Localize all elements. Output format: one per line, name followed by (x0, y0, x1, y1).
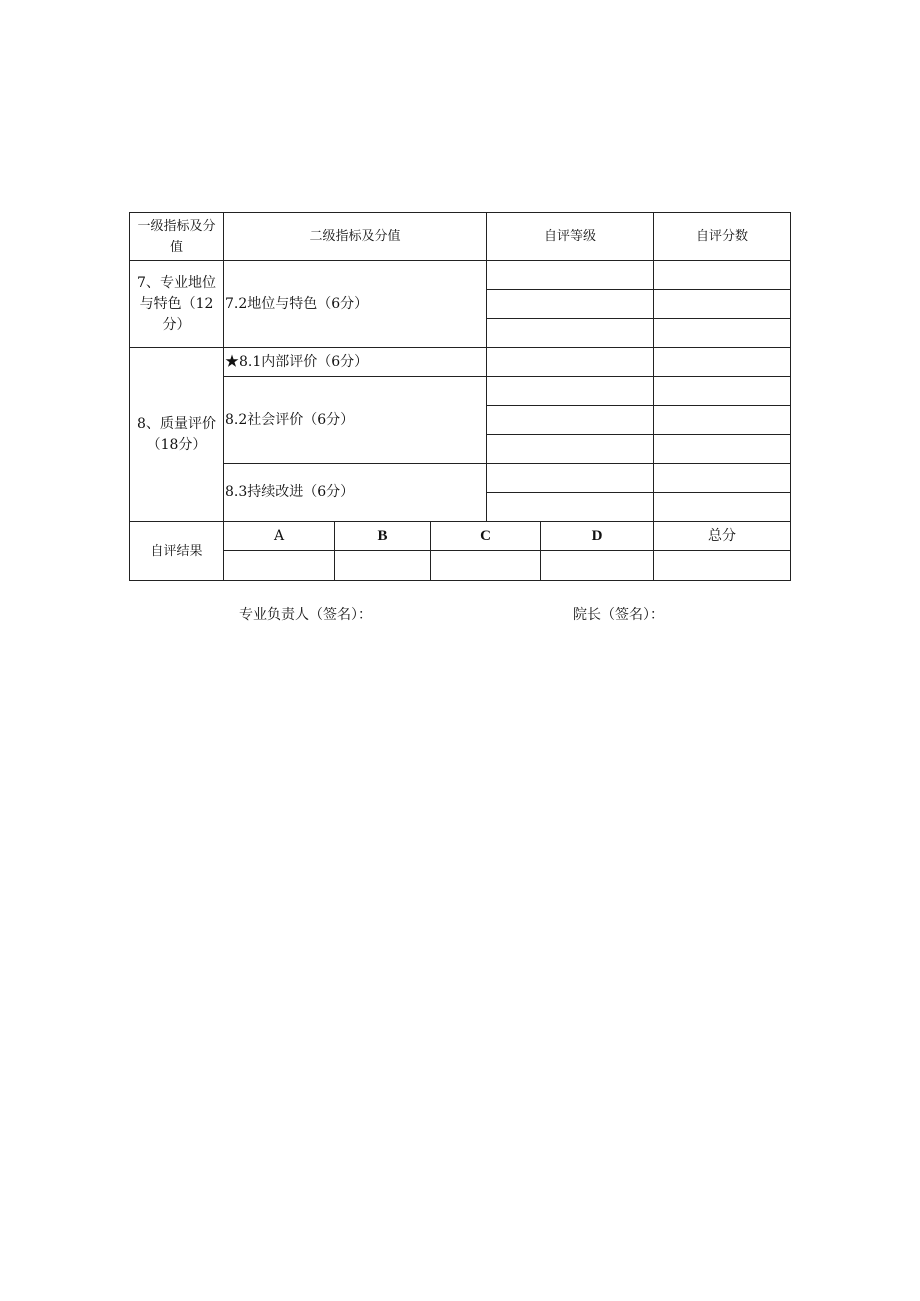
grade-input-cell[interactable] (487, 377, 654, 406)
result-input-row (130, 551, 791, 581)
evaluation-sheet (129, 212, 791, 581)
grade-input-cell[interactable] (487, 435, 654, 464)
result-input-c[interactable] (431, 551, 541, 581)
result-header-row (130, 522, 791, 551)
header-level1: 一级指标及分值 (130, 213, 224, 261)
grade-input-cell[interactable] (487, 348, 654, 377)
score-input-cell[interactable] (654, 290, 791, 319)
score-input-cell[interactable] (654, 261, 791, 290)
level1-cell-7: 7、专业地位与特色（12分） (130, 261, 224, 348)
level2-cell-8-1: ★8.1内部评价（6分） (224, 348, 487, 377)
grade-input-cell[interactable] (487, 319, 654, 348)
score-input-cell[interactable] (654, 464, 791, 493)
result-total: 总分 (654, 522, 791, 551)
header-score: 自评分数 (654, 213, 791, 261)
major-head-signature: 专业负责人（签名）： (239, 607, 372, 623)
score-input-cell[interactable] (654, 406, 791, 435)
level2-cell-7-2: 7.2地位与特色（6分） (224, 261, 487, 348)
result-grade-b: B (335, 522, 431, 551)
result-label: 自评结果 (130, 522, 224, 581)
score-input-cell[interactable] (654, 348, 791, 377)
result-grade-d: D (541, 522, 654, 551)
grade-input-cell[interactable] (487, 406, 654, 435)
level2-cell-8-2: 8.2社会评价（6分） (224, 377, 487, 464)
level2-cell-8-3: 8.3持续改进（6分） (224, 464, 487, 522)
grade-input-cell[interactable] (487, 493, 654, 522)
grade-input-cell[interactable] (487, 290, 654, 319)
table-row (130, 464, 791, 493)
table-row (130, 348, 791, 377)
result-input-a[interactable] (224, 551, 335, 581)
self-evaluation-table (129, 212, 791, 581)
table-row (130, 261, 791, 290)
header-row (130, 213, 791, 261)
table-row (130, 377, 791, 406)
result-input-b[interactable] (335, 551, 431, 581)
score-input-cell[interactable] (654, 377, 791, 406)
score-input-cell[interactable] (654, 319, 791, 348)
header-level2: 二级指标及分值 (224, 213, 487, 261)
score-input-cell[interactable] (654, 493, 791, 522)
result-grade-c: C (431, 522, 541, 551)
result-input-d[interactable] (541, 551, 654, 581)
grade-input-cell[interactable] (487, 464, 654, 493)
result-input-total[interactable] (654, 551, 791, 581)
header-grade: 自评等级 (487, 213, 654, 261)
dean-signature: 院长（签名）： (573, 607, 664, 623)
result-grade-a: A (224, 522, 335, 551)
level1-cell-8: 8、质量评价（18分） (130, 348, 224, 522)
score-input-cell[interactable] (654, 435, 791, 464)
grade-input-cell[interactable] (487, 261, 654, 290)
